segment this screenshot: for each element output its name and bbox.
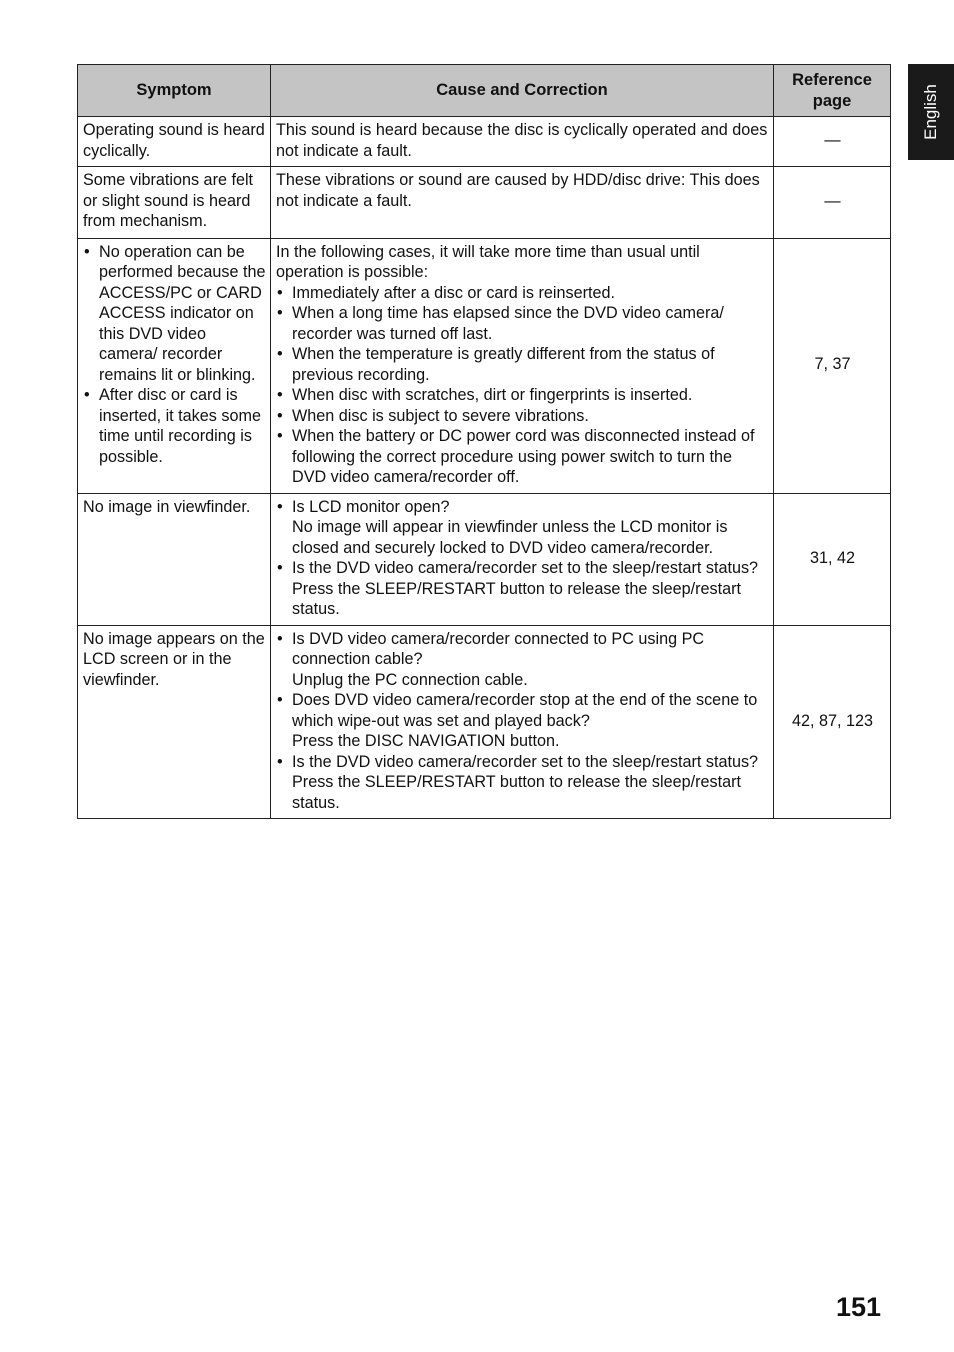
reference-cell bbox=[774, 167, 891, 239]
reference-text: — bbox=[824, 192, 841, 210]
cause-intro: In the following cases, it will take more time than usual until operation is possible: bbox=[276, 242, 700, 281]
language-tab-label: English bbox=[921, 84, 940, 140]
cause-list bbox=[276, 497, 769, 620]
list-item: • When the battery or DC power cord was disconnected instead of following the correct procedure using power switch to turn the DVD video camera/recorder off. bbox=[276, 426, 769, 488]
cause-cell bbox=[271, 625, 774, 819]
table-row bbox=[78, 167, 891, 239]
check-question: • Is the DVD video camera/recorder set to the sleep/restart status? bbox=[292, 559, 759, 577]
check-question: • Is the DVD video camera/recorder set to the sleep/restart status? bbox=[292, 752, 759, 771]
reference-cell bbox=[774, 238, 891, 493]
cause-text: This sound is heard because the disc is cyclically operated and does not indicate a fault. bbox=[276, 121, 768, 160]
symptom-cell bbox=[78, 625, 271, 819]
table-row bbox=[78, 493, 891, 625]
symptom-text: Some vibrations are felt or slight sound is heard from mechanism. bbox=[83, 171, 254, 230]
language-tab bbox=[908, 64, 954, 160]
page-number: 151 bbox=[836, 1292, 882, 1322]
header-symptom: Symptom bbox=[78, 65, 271, 117]
symptom-text: No image appears on the LCD screen or in the viewfinder. bbox=[83, 629, 265, 689]
symptom-cell bbox=[78, 167, 271, 239]
table-header-row bbox=[78, 65, 891, 117]
check-answer: Press the SLEEP/RESTART button to release the sleep/restart status. bbox=[292, 773, 741, 812]
cause-cell bbox=[271, 117, 774, 167]
list-item: • When disc with scratches, dirt or fingerprints is inserted. bbox=[276, 385, 769, 406]
symptom-list bbox=[83, 242, 266, 468]
check-question: • Does DVD video camera/recorder stop at the end of the scene to which wipe-out was set and played back? bbox=[292, 691, 758, 730]
check-question: • Is LCD monitor open? bbox=[292, 497, 450, 516]
list-item: • When the temperature is greatly different from the status of previous recording. bbox=[276, 344, 769, 385]
header-reference: Reference page bbox=[774, 65, 891, 117]
reference-cell bbox=[774, 493, 891, 625]
check-answer: Press the SLEEP/RESTART button to release the sleep/restart status. bbox=[292, 579, 741, 618]
cause-text: These vibrations or sound are caused by HDD/disc drive: This does not indicate a fault. bbox=[276, 171, 760, 210]
list-item: • When a long time has elapsed since the DVD video camera/ recorder was turned off last. bbox=[276, 303, 769, 344]
reference-text: 7, 37 bbox=[814, 355, 851, 374]
list-item bbox=[276, 629, 769, 691]
list-item: • Immediately after a disc or card is reinserted. bbox=[276, 283, 769, 304]
check-answer: No image will appear in viewfinder unless the LCD monitor is closed and securely locked to DVD video camera/recorder. bbox=[292, 518, 728, 557]
symptom-cell bbox=[78, 493, 271, 625]
list-item: • No operation can be performed because the ACCESS/PC or CARD ACCESS indicator on this DVD video camera/ recorder remains lit or blinking. bbox=[83, 242, 266, 386]
reference-cell bbox=[774, 625, 891, 819]
list-item: • After disc or card is inserted, it takes some time until recording is possible. bbox=[83, 385, 266, 467]
reference-text: — bbox=[824, 131, 841, 150]
list-item bbox=[276, 752, 769, 814]
check-question: • Is DVD video camera/recorder connected to PC using PC connection cable? bbox=[292, 629, 705, 668]
table-row bbox=[78, 625, 891, 819]
list-item bbox=[276, 558, 769, 620]
symptom-cell bbox=[78, 117, 271, 167]
cause-list bbox=[276, 629, 769, 814]
cause-cell bbox=[271, 238, 774, 493]
troubleshooting-table bbox=[77, 64, 891, 819]
list-item bbox=[276, 690, 769, 752]
cause-cell bbox=[271, 167, 774, 239]
reference-cell bbox=[774, 117, 891, 167]
reference-text: 31, 42 bbox=[809, 548, 855, 567]
header-cause: Cause and Correction bbox=[271, 65, 774, 117]
cause-list bbox=[276, 283, 769, 488]
symptom-text: Operating sound is heard cyclically. bbox=[83, 121, 265, 160]
table-row bbox=[78, 238, 891, 493]
symptom-text: No image in viewfinder. bbox=[83, 497, 251, 516]
reference-text: 42, 87, 123 bbox=[791, 711, 873, 730]
table-row bbox=[78, 117, 891, 167]
list-item bbox=[276, 497, 769, 559]
list-item: • When disc is subject to severe vibrations. bbox=[276, 406, 769, 427]
check-answer: Unplug the PC connection cable. bbox=[292, 670, 528, 689]
symptom-cell bbox=[78, 238, 271, 493]
cause-cell bbox=[271, 493, 774, 625]
check-answer: Press the DISC NAVIGATION button. bbox=[292, 732, 560, 750]
